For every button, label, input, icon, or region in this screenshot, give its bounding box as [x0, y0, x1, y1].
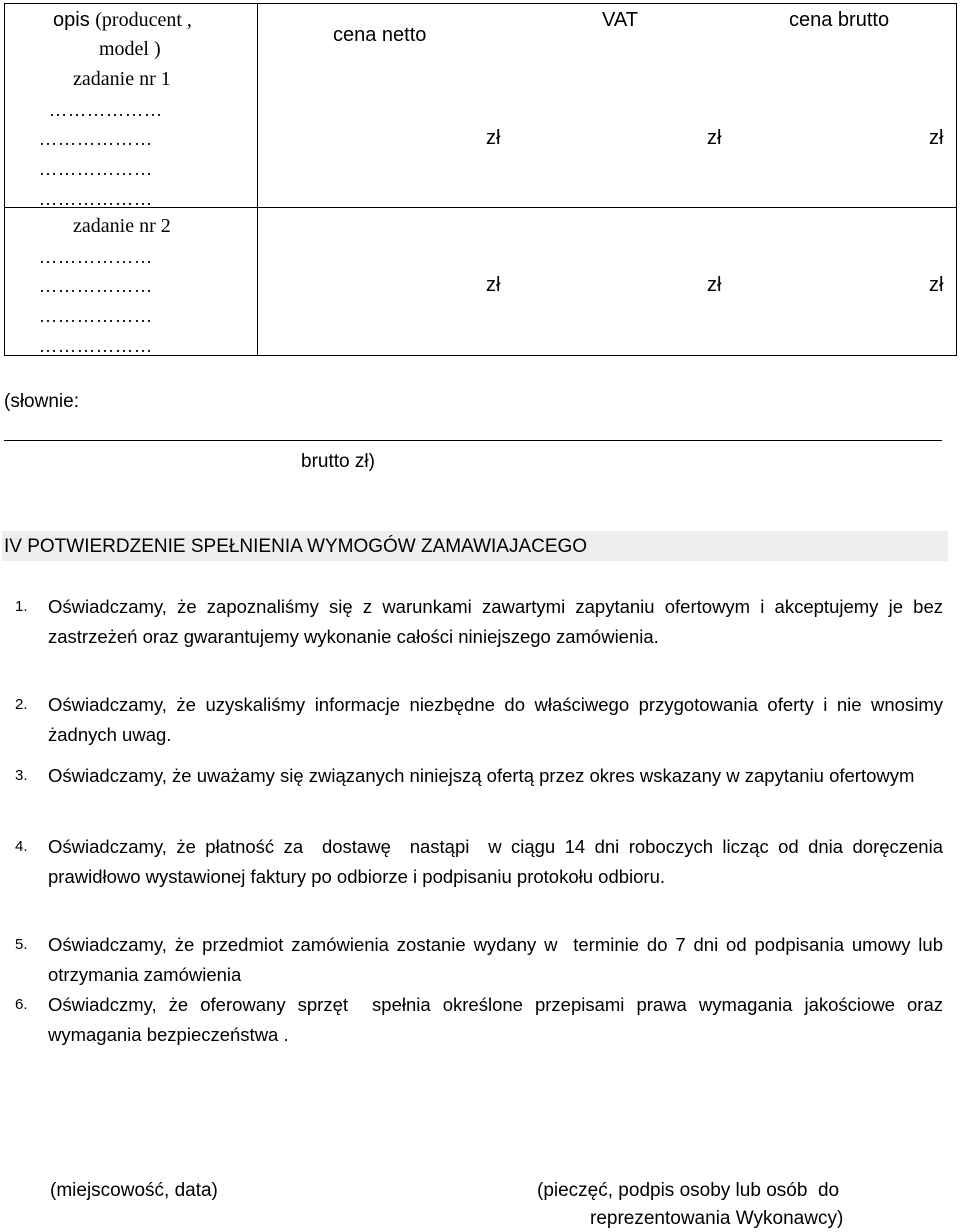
- row-gross-currency: zł: [929, 127, 944, 149]
- statement-number: 1.: [15, 598, 28, 615]
- header-description-producer: (producent ,: [95, 9, 192, 31]
- statement-number: 5.: [15, 936, 28, 953]
- place-date-caption: (miejscowość, data): [50, 1180, 218, 1201]
- placeholder-dots: ………………: [39, 189, 153, 209]
- header-net-price: cena netto: [333, 24, 427, 46]
- header-description-opis: opis: [53, 9, 90, 31]
- statement-number: 6.: [15, 996, 28, 1013]
- placeholder-dots: ………………: [39, 129, 153, 149]
- header-vat: VAT: [602, 9, 638, 31]
- row-label: zadanie nr 2: [73, 215, 171, 237]
- statement-text: Oświadczamy, że płatność za dostawę nastąpi w ciągu 14 dni roboczych licząc od dnia doręczenia prawidłowo wystawionej faktury po odbiorze i podpisaniu protokołu odbioru.: [48, 836, 949, 887]
- signature-caption-line2: reprezentowania Wykonawcy): [590, 1208, 844, 1229]
- statement-text: Oświadczmy, że oferowany sprzęt spełnia określone przepisami prawa wymagania jakościowe oraz wymagania bezpieczeństwa .: [48, 994, 949, 1045]
- in-words-suffix: brutto zł): [301, 451, 375, 472]
- placeholder-dots: ………………: [39, 336, 153, 356]
- statement-text: Oświadczamy, że zapoznaliśmy się z warunkami zawartymi zapytaniu ofertowym i akceptujemy je bez zastrzeżeń oraz gwarantujemy wykonanie całości niniejszego zamówienia.: [48, 596, 943, 647]
- row-net-currency: zł: [486, 274, 501, 296]
- price-table: [4, 3, 957, 356]
- placeholder-dots: ………………: [49, 100, 163, 120]
- signature-caption-line1: (pieczęć, podpis osoby lub osób do: [537, 1180, 840, 1201]
- placeholder-dots: ………………: [39, 276, 153, 296]
- statement-number: 4.: [15, 838, 28, 855]
- placeholder-dots: ………………: [39, 306, 153, 326]
- placeholder-dots: ………………: [39, 247, 153, 267]
- statement-text: Oświadczamy, że uważamy się związanych niniejszą ofertą przez okres wskazany w zapytaniu ofertowym: [48, 765, 915, 786]
- section-heading: IV POTWIERDZENIE SPEŁNIENIA WYMOGÓW ZAMAWIAJACEGO: [4, 536, 588, 557]
- row-vat-currency: zł: [707, 127, 722, 149]
- row-net-currency: zł: [486, 127, 501, 149]
- in-words-line: [4, 440, 942, 441]
- row-label: zadanie nr 1: [73, 68, 171, 90]
- statement-number: 3.: [15, 767, 28, 784]
- row-vat-currency: zł: [707, 274, 722, 296]
- row-gross-currency: zł: [929, 274, 944, 296]
- header-description-model: model ): [99, 38, 161, 60]
- table-divider: [257, 4, 258, 355]
- statement-number: 2.: [15, 696, 28, 713]
- header-description: [53, 10, 192, 30]
- in-words-label: (słownie:: [4, 391, 79, 412]
- header-gross-price: cena brutto: [789, 9, 890, 31]
- statement-text: Oświadczamy, że uzyskaliśmy informacje niezbędne do właściwego przygotowania oferty i nie wnosimy żadnych uwag.: [48, 694, 943, 745]
- placeholder-dots: ………………: [39, 159, 153, 179]
- statement-text: Oświadczamy, że przedmiot zamówienia zostanie wydany w terminie do 7 dni od podpisania umowy lub otrzymania zamówienia: [48, 934, 949, 985]
